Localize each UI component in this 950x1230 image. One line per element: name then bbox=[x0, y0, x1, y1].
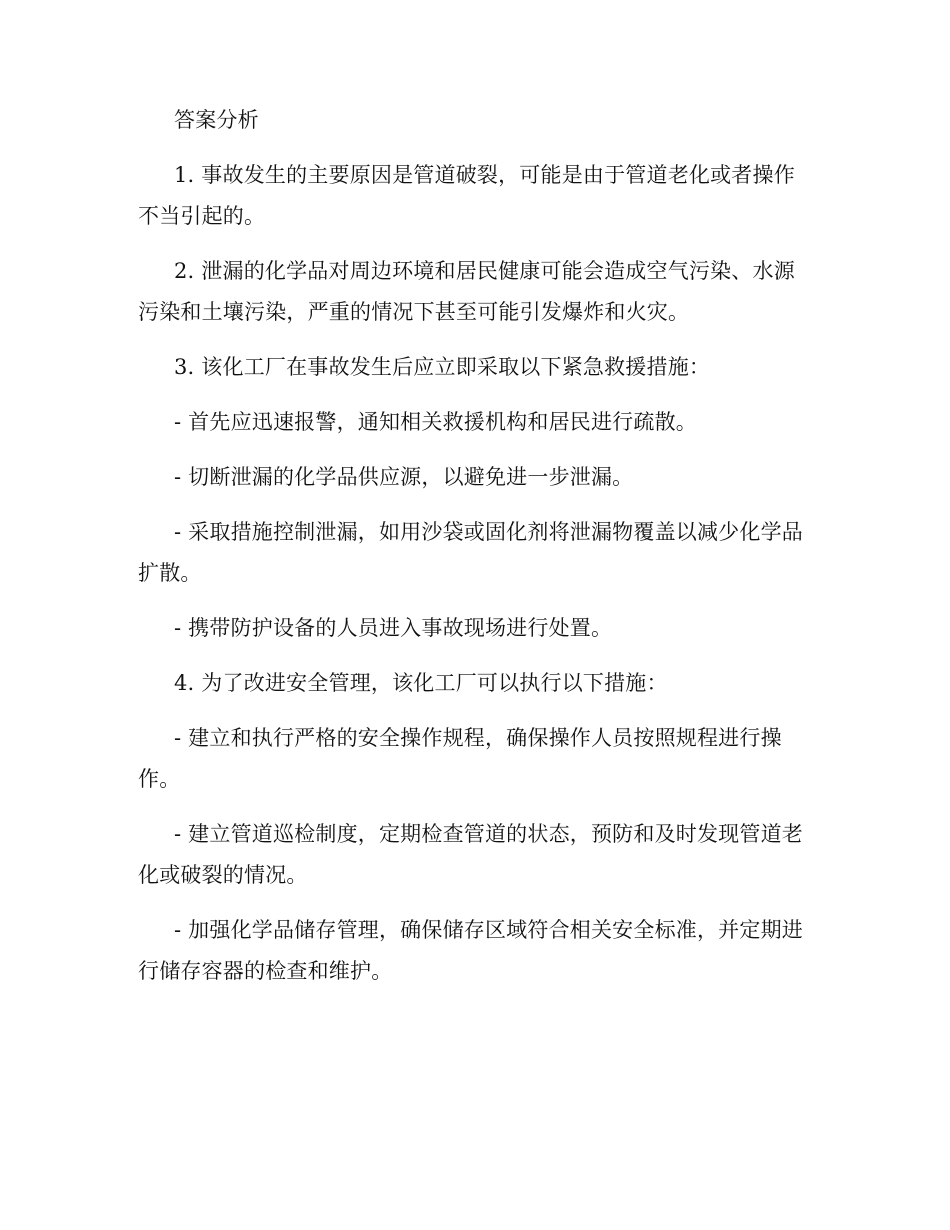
paragraph-3: 3. 该化工厂在事故发生后应立即采取以下紧急救援措施： bbox=[174, 355, 711, 379]
paragraph-4: - 首先应迅速报警，通知相关救援机构和居民进行疏散。 bbox=[174, 410, 697, 434]
paragraph-8: 4. 为了改进安全管理，该化工厂可以执行以下措施： bbox=[174, 671, 668, 695]
paragraph-7: - 携带防护设备的人员进入事故现场进行处置。 bbox=[174, 616, 613, 640]
paragraph-11: - 加强化学品储存管理，确保储存区域符合相关安全标准，并定期进行储存容器的检查和维护。 bbox=[138, 918, 803, 983]
paragraph-1: 1. 事故发生的主要原因是管道破裂，可能是由于管道老化或者操作不当引起的。 bbox=[138, 163, 795, 228]
paragraph-6: - 采取措施控制泄漏，如用沙袋或固化剂将泄漏物覆盖以减少化学品扩散。 bbox=[138, 520, 803, 585]
section-title: 答案分析 bbox=[174, 108, 259, 132]
paragraph-2: 2. 泄漏的化学品对周边环境和居民健康可能会造成空气污染、水源污染和土壤污染，严重的情况下甚至可能引发爆炸和火灾。 bbox=[138, 259, 795, 324]
paragraph-9: - 建立和执行严格的安全操作规程，确保操作人员按照规程进行操作。 bbox=[138, 726, 782, 791]
paragraph-5: - 切断泄漏的化学品供应源，以避免进一步泄漏。 bbox=[174, 465, 634, 489]
paragraph-10: - 建立管道巡检制度，定期检查管道的状态，预防和及时发现管道老化或破裂的情况。 bbox=[138, 822, 803, 887]
document-body bbox=[138, 100, 810, 1006]
